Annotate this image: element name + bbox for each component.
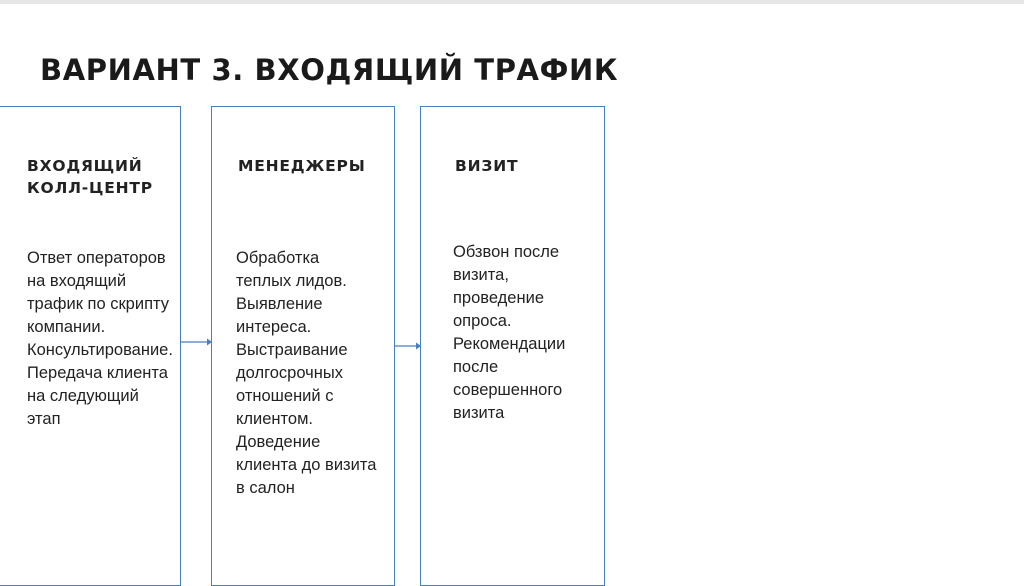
slide-title: ВАРИАНТ 3. ВХОДЯЩИЙ ТРАФИК <box>40 53 619 88</box>
step-description: Обработка теплых лидов. Выявление интереса. Выстраивание долгосрочных отношений с клиентом. Доведение клиента до визита в салон <box>236 249 377 497</box>
step-managers <box>211 106 395 586</box>
flow-arrow-2 <box>395 340 422 352</box>
step-heading: ВИЗИТ <box>455 157 519 175</box>
step-heading: ВХОДЯЩИЙ КОЛЛ-ЦЕНТР <box>27 157 153 197</box>
step-description: Обзвон после визита, проведение опроса. Рекомендации после совершенного визита <box>453 243 566 422</box>
step-incoming-call-center <box>0 106 181 586</box>
step-description: Ответ операторов на входящий трафик по скрипту компании. Консультирование. Передача клиента на следующий этап <box>27 249 173 428</box>
flow-arrow-1 <box>181 336 213 348</box>
step-visit <box>420 106 605 586</box>
top-border-line <box>0 0 1024 4</box>
step-heading: МЕНЕДЖЕРЫ <box>238 157 366 175</box>
